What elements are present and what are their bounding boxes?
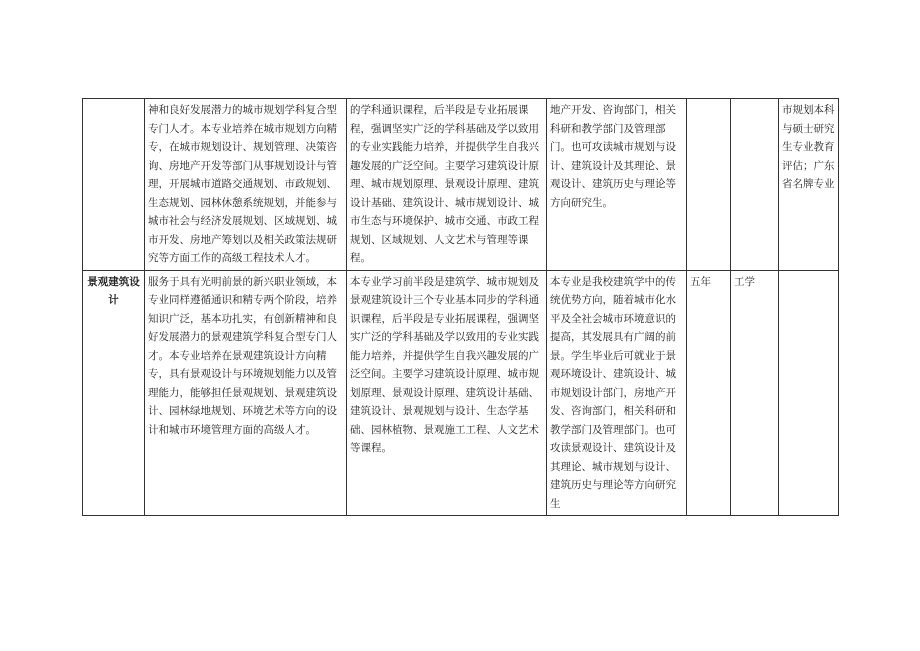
remarks-cell: 市规划本科与硕士研究生专业教育评估；广东省名牌专业: [779, 99, 839, 271]
training-goal-cell: 神和良好发展潜力的城市规划学科复合型专门人才。本专业培养在城市规划方向精专，在城市规划设计、规划管理、决策咨询、房地产开发等部门从事规划设计与管理，开展城市道路交通规划、市政规划、生态规划、园林休憩系统规划，并能参与城市社会与经济发展规划、区域规划、城市开发、房地产筹划以及相关政策法规研究等方面工作的高级工程技术人才。: [145, 99, 347, 271]
study-years-cell: 五年: [687, 270, 731, 516]
main-courses-cell: 本专业学习前半段是建筑学、城市规划及景观建筑设计三个专业基本同步的学科通识课程，后半段是专业拓展课程，强调坚实广泛的学科基础及学以致用的专业实践能力培养，并提供学生自我兴趣发展的广泛空间。主要学习建筑设计原理、城市规划原理、景观设计原理、建筑设计基础、建筑设计、景观规划与设计、生态学基础、园林植物、景观施工工程、人文艺术等课程。: [347, 270, 547, 516]
major-name-cell: 景观建筑设计: [83, 270, 145, 516]
table-row: [83, 99, 839, 271]
table-row: [83, 270, 839, 516]
degree-cell: [731, 99, 779, 271]
major-info-table: [82, 98, 839, 516]
remarks-cell: [779, 270, 839, 516]
major-name-cell: [83, 99, 145, 271]
career-prospects-cell: 地产开发、咨询部门，相关科研和教学部门及管理部门。也可攻读城市规划与设计、建筑设计及其理论、景观设计、建筑历史与理论等方向研究生。: [547, 99, 687, 271]
training-goal-cell: 服务于具有光明前景的新兴职业领域，本专业同样遵循通识和精专两个阶段，培养知识广泛，基本功扎实，有创新精神和良好发展潜力的景观建筑学科复合型专门人才。本专业培养在景观建筑设计方向精专，具有景观设计与环境规划能力以及管理能力，能够担任景观规划、景观建筑设计、园林绿地规划、环境艺术等方向的设计和城市环境管理方面的高级人才。: [145, 270, 347, 516]
degree-cell: 工学: [731, 270, 779, 516]
career-prospects-cell: 本专业是我校建筑学中的传统优势方向，随着城市化水平及全社会城市环境意识的提高，其发展具有广阔的前景。学生毕业后可就业于景观环境设计、建筑设计、城市规划设计部门，房地产开发、咨询部门，相关科研和教学部门及管理部门。也可攻读景观设计、建筑设计及其理论、城市规划与设计、建筑历史与理论等方向研究生: [547, 270, 687, 516]
main-courses-cell: 的学科通识课程，后半段是专业拓展课程，强调坚实广泛的学科基础及学以致用的专业实践能力培养，并提供学生自我兴趣发展的广泛空间。主要学习建筑设计原理、城市规划原理、景观设计原理、建筑设计基础、建筑设计、城市规划设计、城市生态与环境保护、城市交通、市政工程规划、区域规划、人文艺术与管理等课程。: [347, 99, 547, 271]
study-years-cell: [687, 99, 731, 271]
